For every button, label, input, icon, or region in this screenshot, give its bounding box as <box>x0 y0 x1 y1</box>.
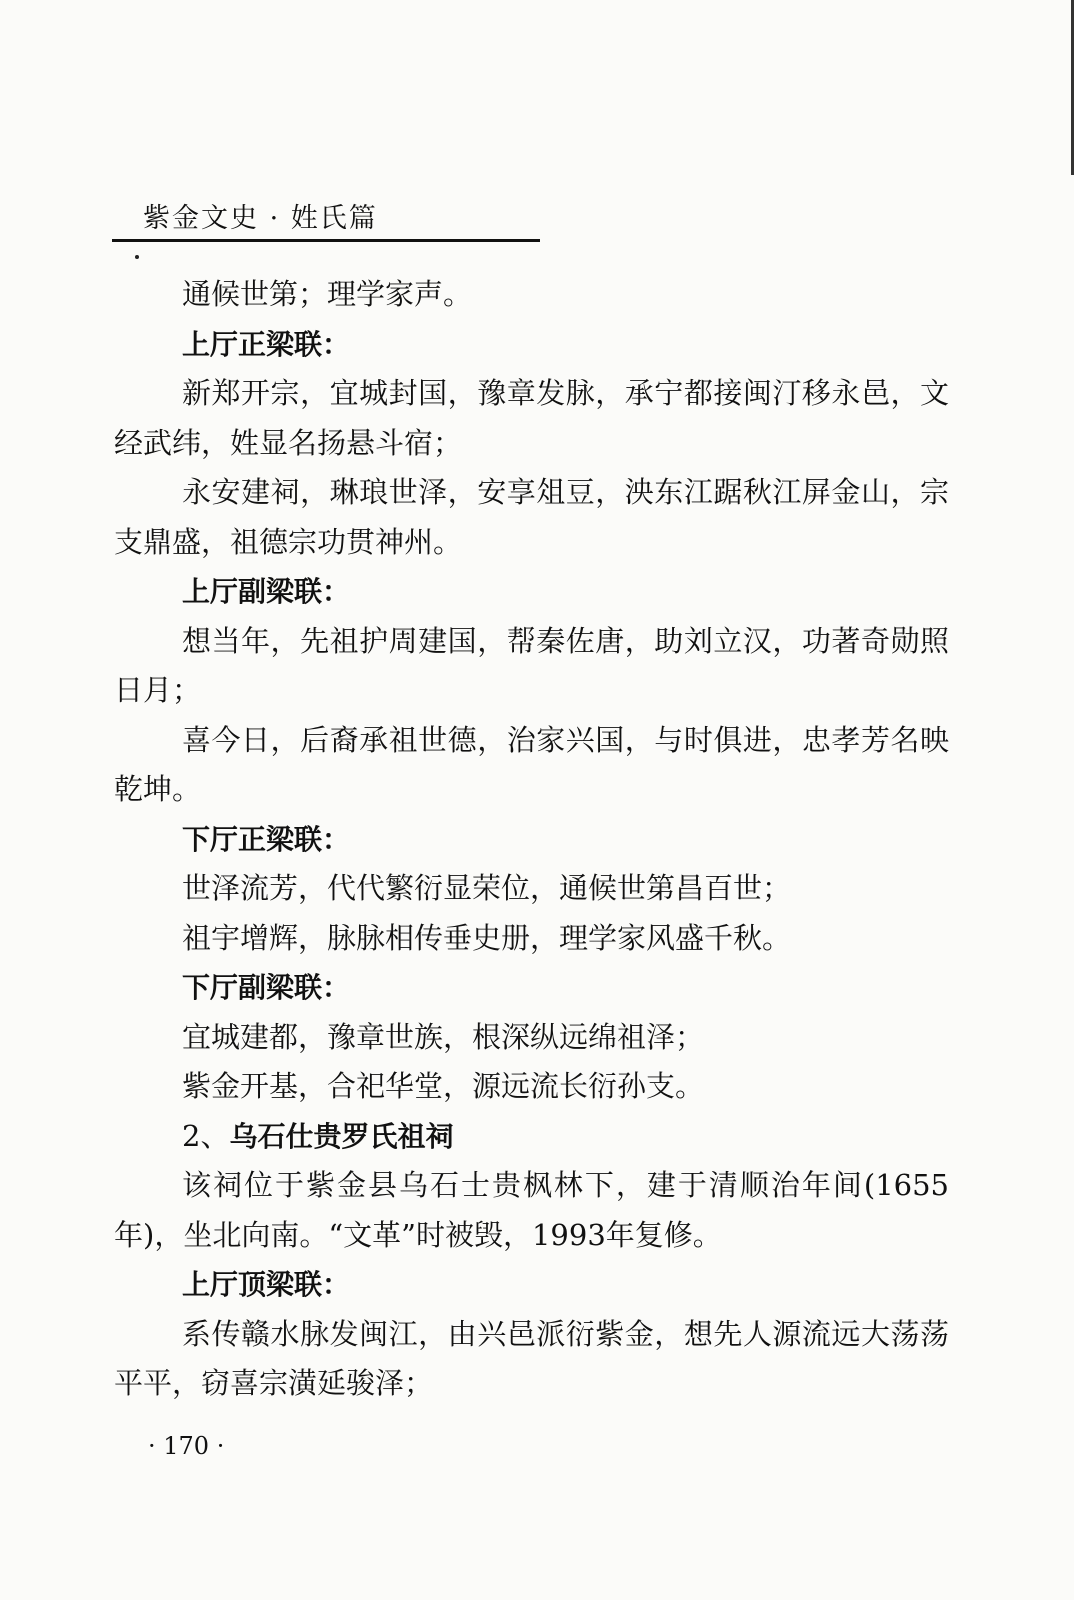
section-heading <box>114 1112 949 1162</box>
couplet-line: 通候世第；理学家声。 <box>182 277 473 311</box>
couplet-heading: 上厅顶梁联： <box>182 1268 351 1301</box>
section-number: 2、 <box>182 1118 230 1153</box>
body-text <box>114 270 949 1409</box>
running-header: 紫金文史 · 姓氏篇 <box>143 203 378 234</box>
couplet-heading: 上厅正梁联： <box>182 327 351 361</box>
couplet-line: 想当年，先祖护周建国，帮秦佐唐，助刘立汉，功著奇勋照日月； <box>114 623 949 707</box>
couplet-heading: 下厅正梁联： <box>182 822 351 856</box>
couplet-line: 祖宇增辉，脉脉相传垂史册，理学家风盛千秋。 <box>182 920 792 955</box>
page-number: · 170 · <box>148 1432 225 1460</box>
couplet-line: 新郑开宗，宜城封国，豫章发脉，承宁都接闽汀移永邑，文经武纬，姓显名扬悬斗宿； <box>114 376 949 460</box>
couplet-line: 喜今日，后裔承祖世德，治家兴国，与时俱进，忠孝芳名映乾坤。 <box>114 722 949 806</box>
couplet-line: 紫金开基，合祀华堂，源远流长衍孙支。 <box>182 1069 705 1103</box>
section-title: 乌石仕贵罗氏祖祠 <box>229 1119 454 1153</box>
header-rule <box>112 239 540 242</box>
couplet-line: 系传赣水脉发闽江，由兴邑派衍紫金，想先人源流远大荡荡平平，窃喜宗潢延骏泽； <box>114 1316 949 1400</box>
couplet-line: 永安建祠，琳琅世泽，安享俎豆，泱东江踞秋江屏金山，宗支鼎盛，祖德宗功贯神州。 <box>114 475 949 559</box>
couplet-line: 世泽流芳，代代繁衍显荣位，通候世第昌百世； <box>182 871 792 905</box>
couplet-heading: 上厅副梁联： <box>182 575 351 608</box>
speck-mark <box>135 255 139 259</box>
couplet-line: 宜城建都，豫章世族，根深纵远绵祖泽； <box>182 1019 705 1054</box>
couplet-heading: 下厅副梁联： <box>182 971 351 1004</box>
body-paragraph: 该祠位于紫金县乌石士贵枫林下，建于清顺治年间(1655年)，坐北向南。“文革”时被毁，1993年复修。 <box>114 1168 949 1252</box>
